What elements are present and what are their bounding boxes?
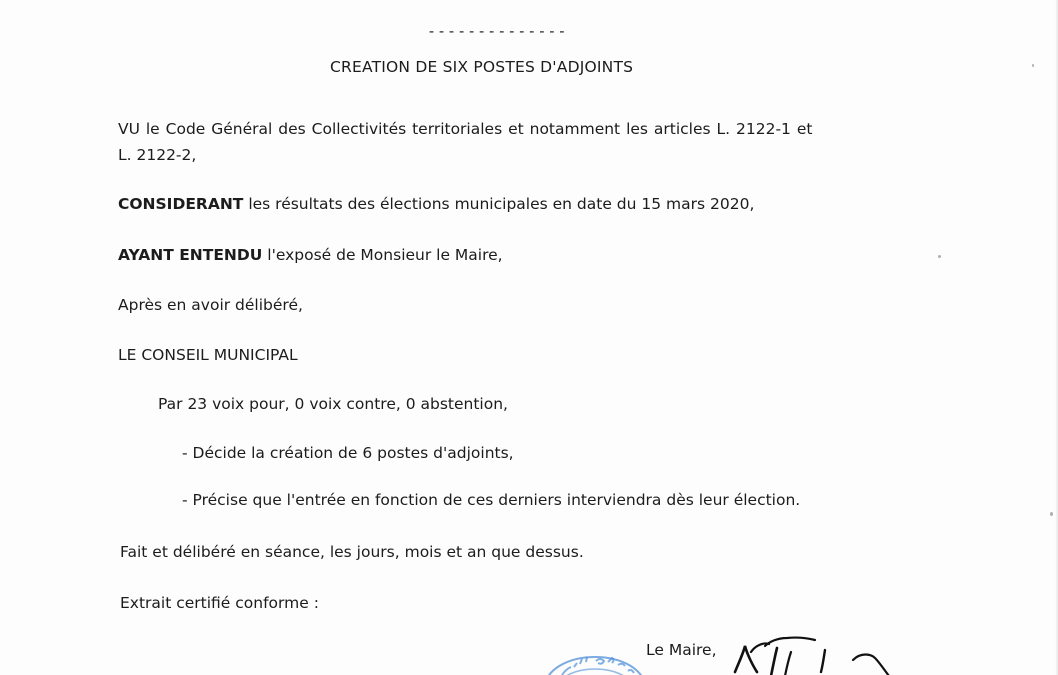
considerant-text: les résultats des élections municipales en date du 15 mars 2020, — [243, 195, 755, 213]
considerant-keyword: CONSIDERANT — [118, 195, 244, 213]
scan-speck — [938, 255, 941, 258]
title-separator: -------------- — [427, 22, 568, 40]
conseil-municipal-label: LE CONSEIL MUNICIPAL — [118, 346, 298, 364]
signatory-label: Le Maire, — [646, 641, 717, 659]
decision-item-1: - Décide la création de 6 postes d'adjoints, — [182, 444, 514, 462]
scan-speck — [1050, 512, 1053, 516]
fait-delibere-line: Fait et délibéré en séance, les jours, mois et an que dessus. — [120, 543, 584, 561]
considerant-paragraph — [118, 191, 754, 217]
extrait-certifie-line: Extrait certifié conforme : — [120, 594, 319, 612]
vote-result-line: Par 23 voix pour, 0 voix contre, 0 abstention, — [158, 395, 508, 413]
conseil-municipal-heading — [118, 342, 298, 368]
vu-keyword: VU — [118, 120, 140, 138]
apres-deliberation-line: Après en avoir délibéré, — [118, 296, 303, 314]
vu-paragraph — [118, 116, 812, 168]
document-title: CREATION DE SIX POSTES D'ADJOINTS — [330, 58, 634, 76]
mayor-signature — [725, 632, 895, 675]
cropped-header-fragment — [118, 0, 478, 6]
official-stamp — [540, 645, 650, 675]
ayant-entendu-paragraph — [118, 242, 503, 268]
ayant-entendu-keyword: AYANT ENTENDU — [118, 246, 263, 264]
vu-text-line2: L. 2122-2, — [118, 146, 197, 164]
ayant-entendu-text: l'exposé de Monsieur le Maire, — [262, 246, 503, 264]
scan-speck — [1032, 64, 1034, 67]
vu-text-line1: le Code Général des Collectivités territoriales et notamment les articles L. 2122-1 et — [139, 120, 813, 138]
decision-item-2: - Précise que l'entrée en fonction de ces derniers interviendra dès leur élection. — [182, 491, 801, 509]
